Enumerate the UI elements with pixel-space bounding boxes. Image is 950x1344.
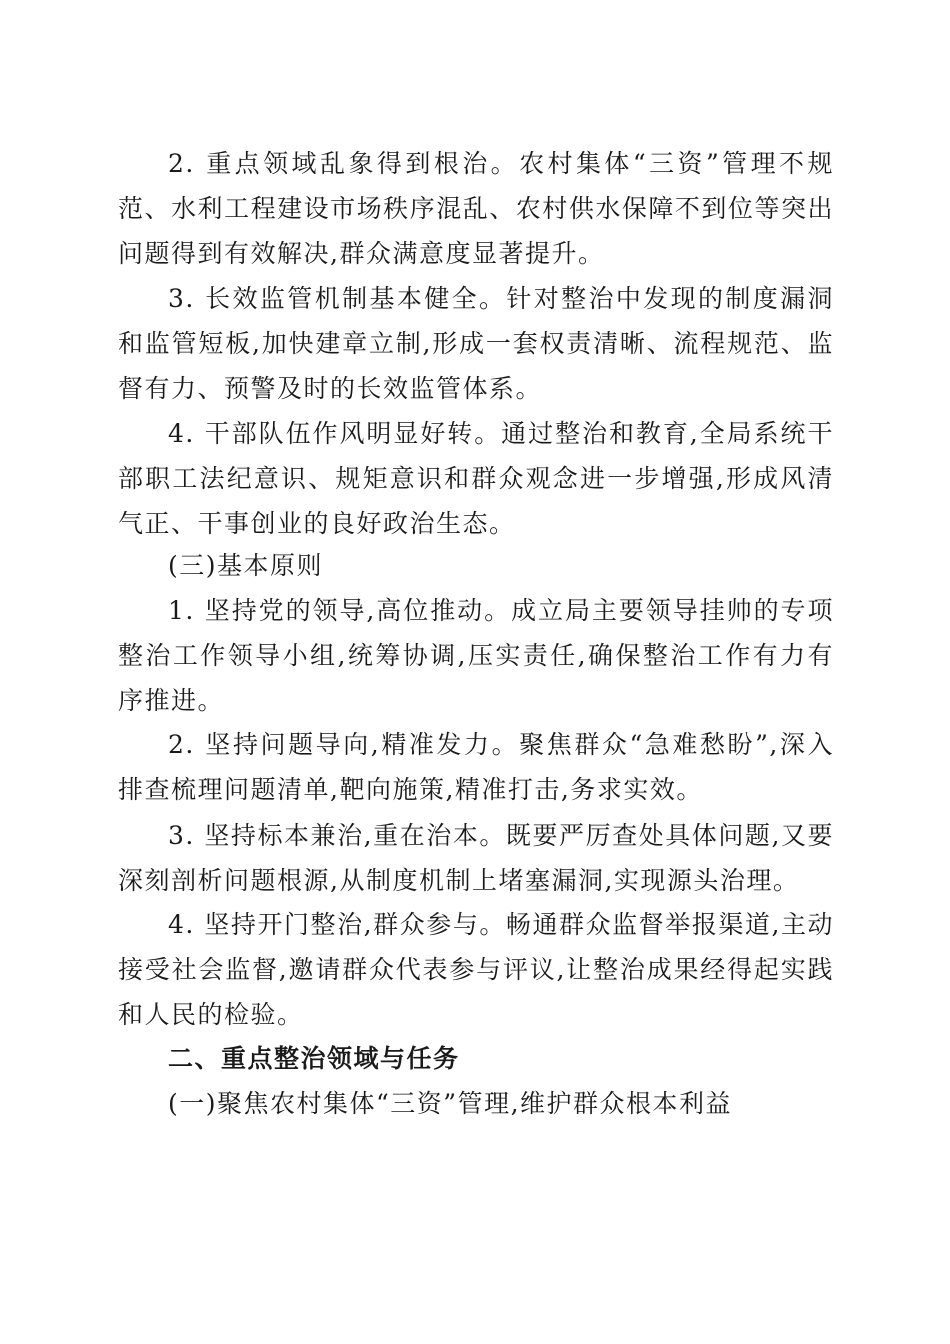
- chapter-2-heading: 二、重点整治领域与任务: [168, 1044, 460, 1073]
- goal-paragraph-2: 2. 重点领域乱象得到根治。农村集体“三资”管理不规范、水利工程建设市场秩序混乱、农村供水保障不到位等突出问题得到有效解决,群众满意度显著提升。: [118, 149, 834, 268]
- principle-paragraph-3: 3. 坚持标本兼治,重在治本。既要严厉查处具体问题,又要深刻剖析问题根源,从制度机制上堵塞漏洞,实现源头治理。: [118, 821, 834, 895]
- goal-paragraph-3: 3. 长效监管机制基本健全。针对整治中发现的制度漏洞和监管短板,加快建章立制,形成一套权责清晰、流程规范、监督有力、预警及时的长效监管体系。: [118, 284, 834, 403]
- principle-paragraph-2: 2. 坚持问题导向,精准发力。聚焦群众“急难愁盼”,深入排查梳理问题清单,靶向施策,精准打击,务求实效。: [118, 730, 834, 804]
- principle-paragraph-1: 1. 坚持党的领导,高位推动。成立局主要领导挂帅的专项整治工作领导小组,统筹协调,压实责任,确保整治工作有力有序推进。: [118, 596, 834, 715]
- subsection-1-heading: (一)聚焦农村集体“三资”管理,维护群众根本利益: [168, 1089, 733, 1118]
- principle-paragraph-4: 4. 坚持开门整治,群众参与。畅通群众监督举报渠道,主动接受社会监督,邀请群众代表参与评议,让整治成果经得起实践和人民的检验。: [118, 910, 834, 1029]
- section-3-heading: (三)基本原则: [168, 551, 324, 580]
- goal-paragraph-4: 4. 干部队伍作风明显好转。通过整治和教育,全局系统干部职工法纪意识、规矩意识和群众观念进一步增强,形成风清气正、干事创业的良好政治生态。: [118, 419, 834, 538]
